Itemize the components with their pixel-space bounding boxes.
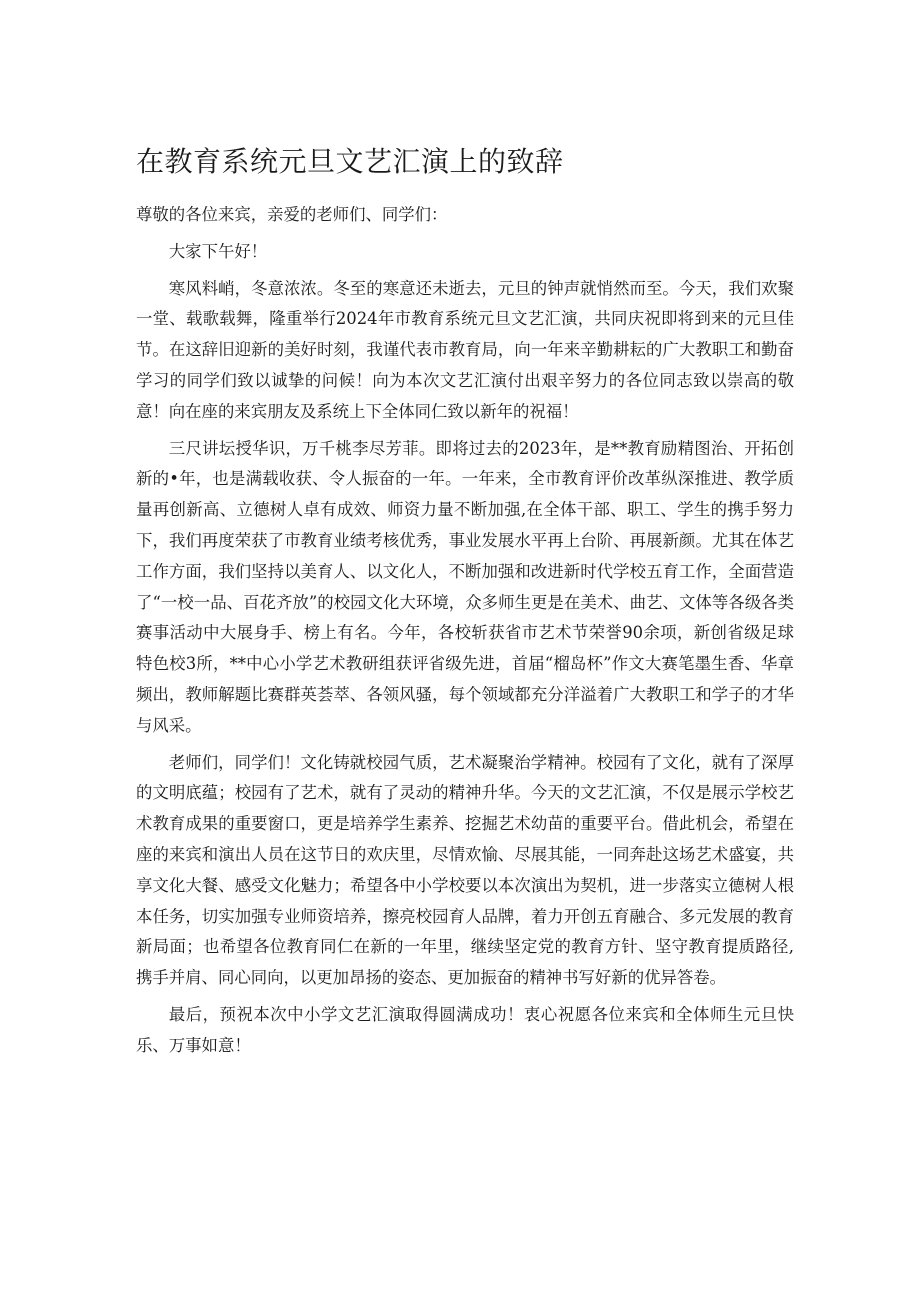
paragraph-hopes: 老师们，同学们！文化铸就校园气质，艺术凝聚治学精神。校园有了文化，就有了深厚的文明底蕴；校园有了艺术，就有了灵动的精神升华。今天的文艺汇演，不仅是展示学校艺术教育成果的重要窗口，更是培养学生素养、挖掘艺术幼苗的重要平台。借此机会，希望在座的来宾和演出人员在这节日的欢庆里，尽情欢愉、尽展其能，一同奔赴这场艺术盛宴，共享文化大餐、感受文化魅力；希望各中小学校要以本次演出为契机，进一步落实立德树人根本任务，切实加强专业师资培养，擦亮校园育人品牌，着力开创五育融合、多元发展的教育新局面；也希望各位教育同仁在新的一年里，继续坚定党的教育方针、坚守教育提质路径,携手并肩、同心同向，以更加昂扬的姿态、更加振奋的精神书写好新的优异答卷。 xyxy=(136,752,794,988)
salutation: 尊敬的各位来宾，亲爱的老师们、同学们： xyxy=(136,205,448,224)
paragraph-opening: 寒风料峭，冬意浓浓。冬至的寒意还未逝去，元旦的钟声就悄然而至。今天，我们欢聚一堂、载歌载舞，隆重举行2024年市教育系统元旦文艺汇演，共同庆祝即将到来的元旦佳节。在这辞旧迎新的美好时刻，我谨代表市教育局，向一年来辛勤耕耘的广大教职工和勤奋学习的同学们致以诚挚的问候！向为本次文艺汇演付出艰辛努力的各位同志致以崇高的敬意！向在座的来宾朋友及系统上下全体同仁致以新年的祝福！ xyxy=(136,278,794,421)
paragraph-achievements: 三尺讲坛授华识，万千桃李尽芳菲。即将过去的2023年，是**教育励精图治、开拓创新的•年，也是满载收获、令人振奋的一年。一年来，全市教育评价改革纵深推进、教学质量再创新高、立德树人卓有成效、师资力量不断加强,在全体干部、职工、学生的携手努力下，我们再度荣获了市教育业绩考核优秀，事业发展水平再上台阶、再展新颜。尤其在体艺工作方面，我们坚持以美育人、以文化人，不断加强和改进新时代学校五育工作，全面营造了“一校一品、百花齐放”的校园文化大环境，众多师生更是在美术、曲艺、文体等各级各类赛事活动中大展身手、榜上有名。今年，各校斩获省市艺术节荣誉90余项，新创省级足球特色校3所，**中心小学艺术教研组获评省级先进，首届“榴岛杯”作文大赛笔墨生香、华章频出，教师解题比赛群英荟萃、各领风骚，每个领域都充分洋溢着广大教职工和学子的才华与风采。 xyxy=(136,438,794,735)
paragraph-closing: 最后，预祝本次中小学文艺汇演取得圆满成功！衷心祝愿各位来宾和全体师生元旦快乐、万事如意！ xyxy=(136,1004,794,1055)
document-title: 在教育系统元旦文艺汇演上的致辞 xyxy=(136,145,564,178)
paragraph-greeting: 大家下午好！ xyxy=(168,241,268,261)
document-body xyxy=(136,200,794,1068)
